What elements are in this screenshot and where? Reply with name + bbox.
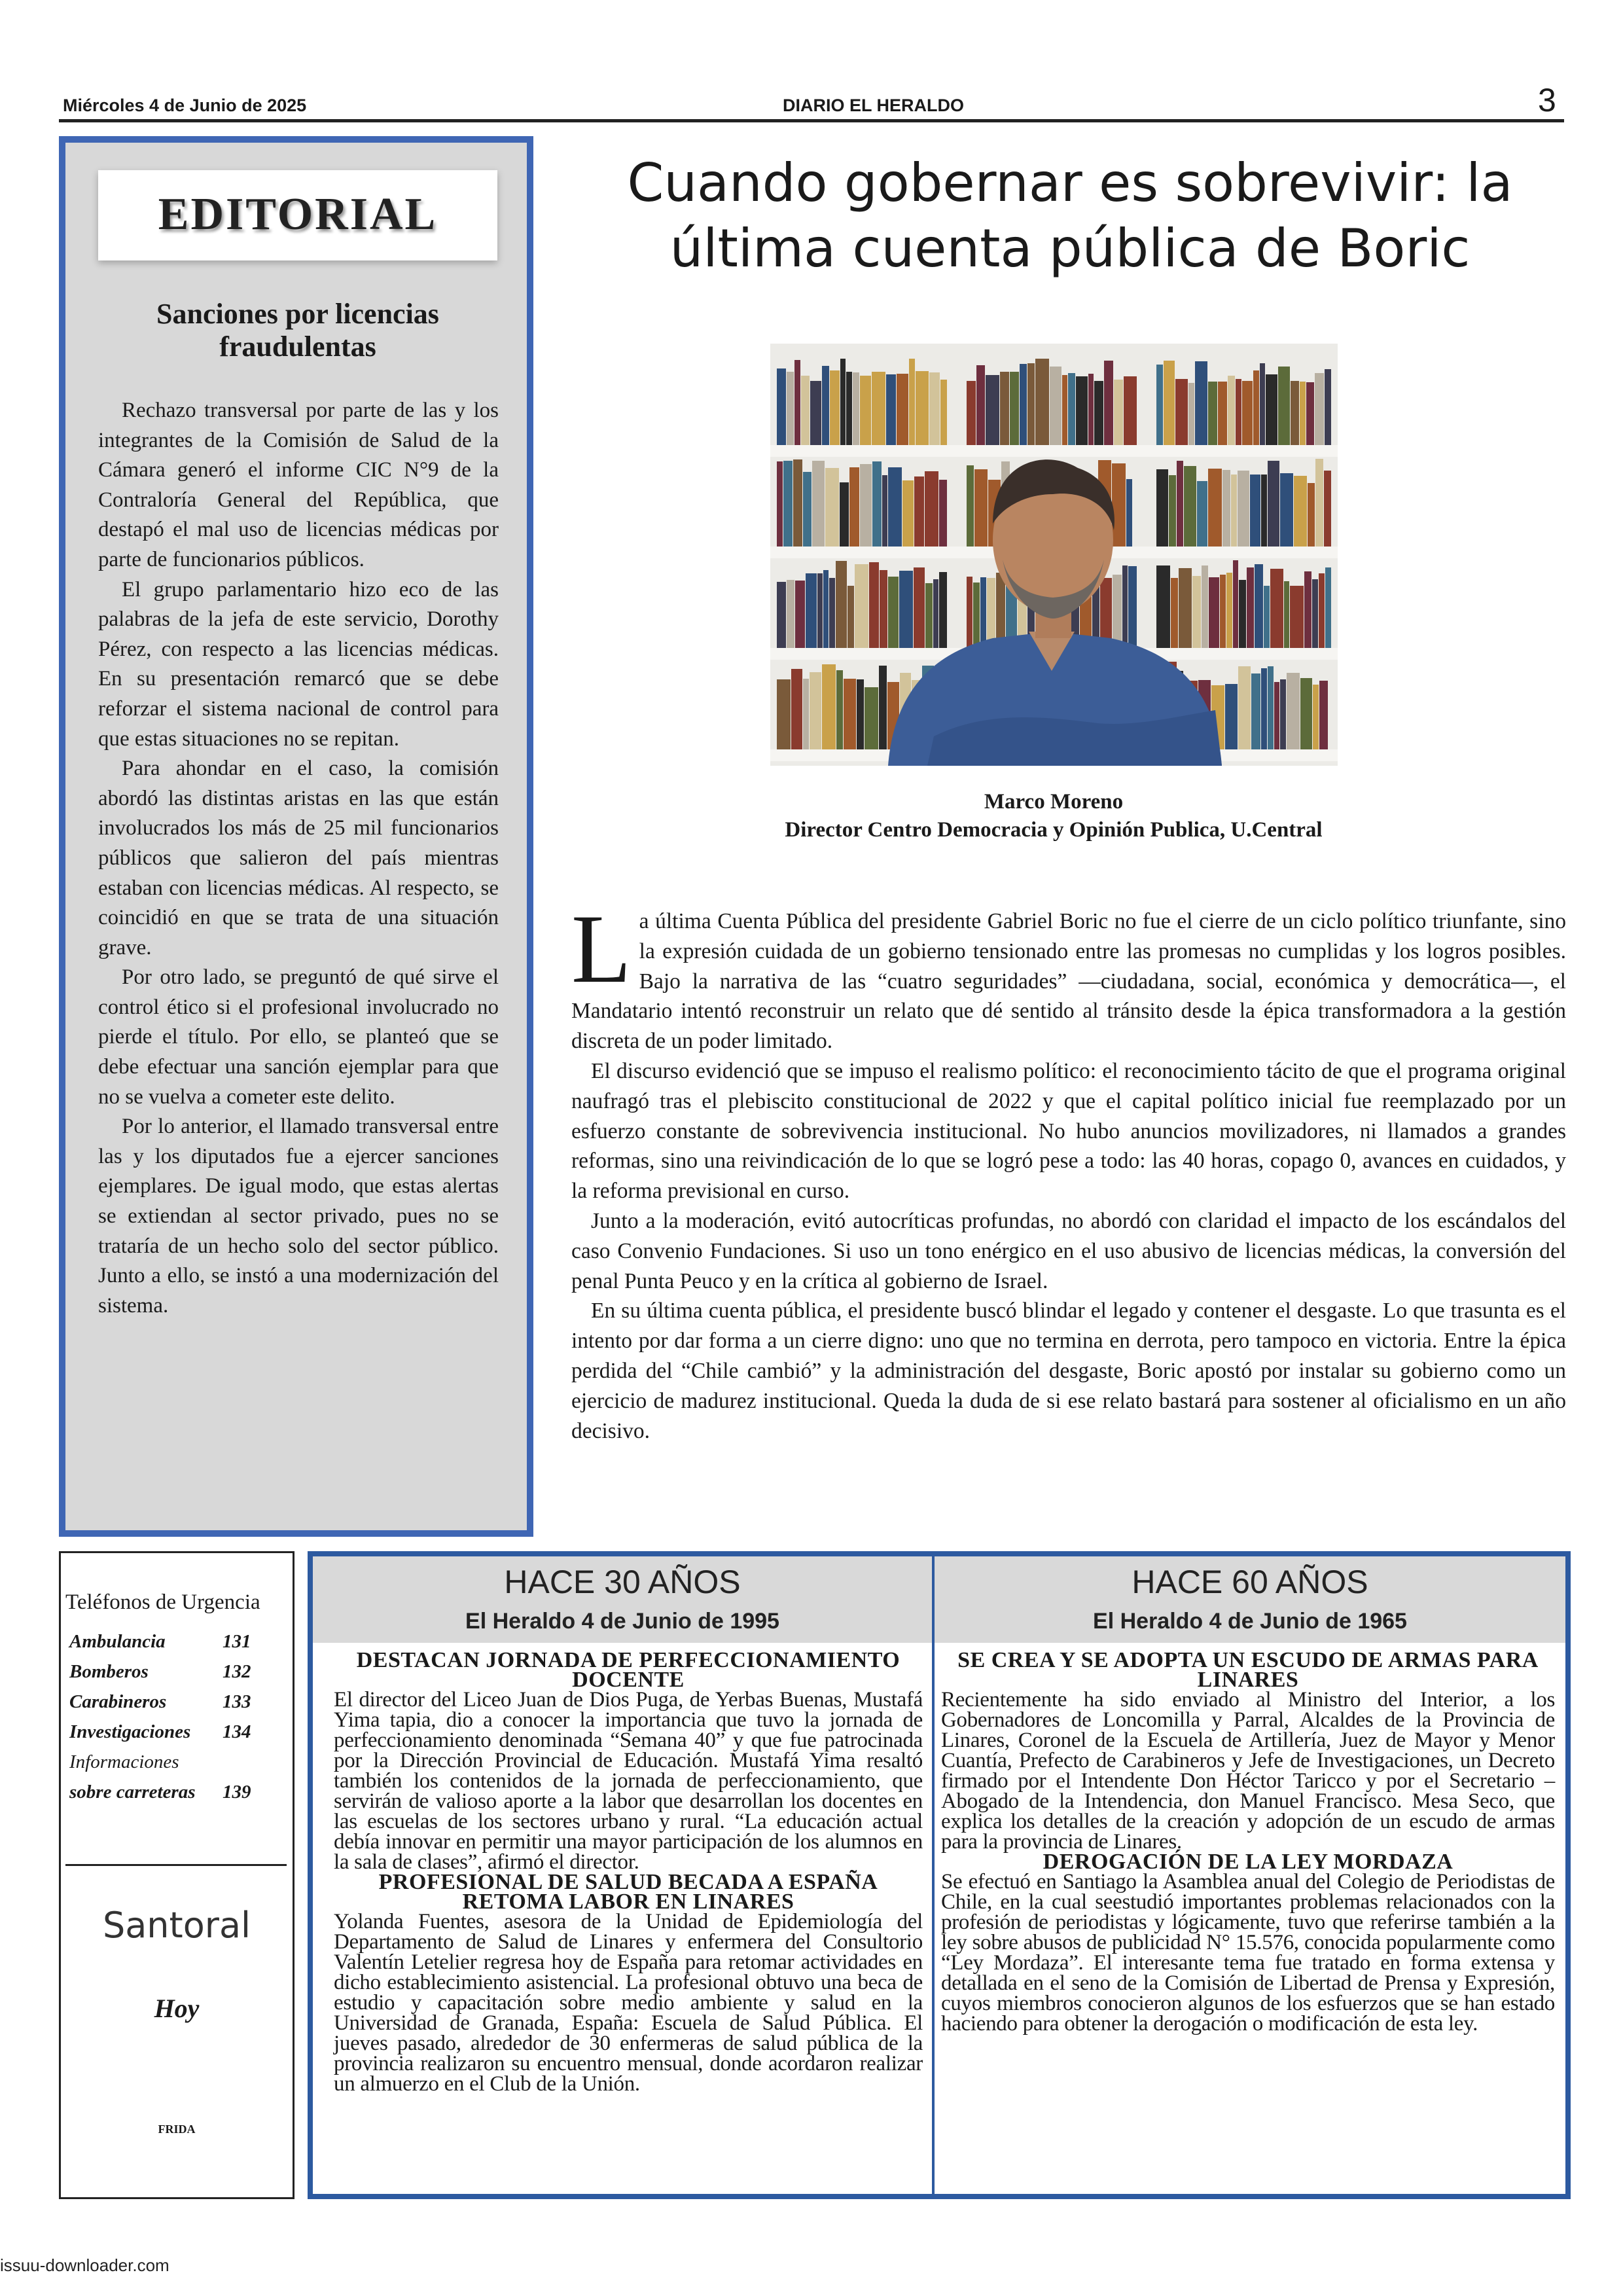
hace30-column	[334, 1648, 923, 2096]
story-body: Yolanda Fuentes, asesora de la Unidad de Epidemiología del Departamento de Salud de Linares y enfermera del Consultorio Valentín Letelier regresa hoy de España para retomar actividades en dicho establecimiento asistencial. La profesional obtuvo una beca de estudio y capacitación sobre medio ambiente y salud en la Universidad de Granada, España: Escuela de Salud Pública. El jueves pasado, alrededor de 30 enfermeras de salud pública de la provincia realizaron su encuentro mensual, donde acordaron realizar un almuerzo en el Club de la Unión.	[334, 1910, 923, 2096]
article-headline: Cuando gobernar es sobrevivir: la última cuenta pública de Boric	[627, 152, 1513, 279]
drop-cap: L	[571, 895, 632, 1003]
emergency-service: Ambulancia	[69, 1631, 166, 1652]
hace30-subtitle: El Heraldo 4 de Junio de 1995	[465, 1609, 779, 1634]
story-title: PROFESIONAL DE SALUD BECADA A ESPAÑA RETOMA LABOR EN LINARES	[378, 1870, 878, 1914]
story-title: SE CREA Y SE ADOPTA UN ESCUDO DE ARMAS PARA LINARES	[957, 1648, 1539, 1692]
history-divider	[932, 1556, 935, 2195]
emergency-number: 131	[223, 1631, 251, 1652]
story-body: Recientemente ha sido enviado al Ministro del Interior, a los Gobernadores de Loncomilla y Parral, Alcaldes de la Provincia de Linares, Coronel de la Escuela de Artillería, Juez de Mayor y Menor Cuantía, Prefecto de Carabineros y Jefe de Investigaciones, un Decreto firmado por el Intendente Don Héctor Taricco y por el Secretario –Abogado de la Intendencia, don Manuel Francisco. Mesa Seco, que explica los detalles de la creación y adopción de un escudo de armas para la provincia de Linares.	[941, 1688, 1555, 1854]
emergency-list	[69, 1631, 266, 1812]
author-role: Director Centro Democracia y Opinión Publica, U.Central	[785, 818, 1323, 842]
emergency-row	[69, 1691, 266, 1721]
emergency-number: 133	[223, 1691, 251, 1712]
santoral-title: Santoral	[102, 1905, 251, 1946]
emergency-number: 132	[223, 1661, 251, 1682]
article-first-paragraph	[571, 895, 1566, 1056]
editorial-paragraph: Por lo anterior, el llamado transversal entre las y los diputados fue a ejercer sanciones ejemplares. De igual modo, que estas alertas se extiendan al sector privado, pues no se trataría de un hecho solo del sector público. Junto a ello, se instó a una modernización del sistema.	[98, 1115, 499, 1318]
editorial-paragraph: El grupo parlamentario hizo eco de las palabras de la jefa de este servicio, Dorothy Pérez, con respecto a las licencias médicas. En su presentación remarcó que se debe reforzar el sistema nacional de control para que estas situaciones no se repitan.	[98, 577, 499, 751]
emergency-row	[69, 1751, 266, 1782]
page-number: 3	[1538, 82, 1556, 118]
emergency-row	[69, 1661, 266, 1691]
emergency-row	[69, 1631, 266, 1661]
issue-date: Miércoles 4 de Junio de 2025	[63, 96, 307, 115]
editorial-title: Sanciones por licencias fraudulentas	[156, 298, 439, 363]
emergency-service: sobre carreteras	[69, 1782, 196, 1803]
emergency-row	[69, 1721, 266, 1751]
emergency-service: Carabineros	[69, 1691, 167, 1712]
article-paragraph: En su última cuenta pública, el presidente buscó blindar el legado y contener el desgaste. Lo que trasunta es el intento por dar forma a un cierre digno: uno que no termina en derrota, pero tampoco en victoria. Entre la épica perdida del “Chile cambió” y la administración del desgaste, Boric apostó por instalar su gobierno como un ejercicio de madurez institucional. Queda la duda de si ese relato bastará para sostener al oficialismo en un año decisivo.	[571, 1299, 1566, 1443]
newspaper-name: DIARIO EL HERALDO	[783, 96, 965, 115]
santoral-name: FRIDA	[158, 2123, 196, 2136]
hace60-subtitle: El Heraldo 4 de Junio de 1965	[1093, 1609, 1407, 1634]
article-paragraph: El discurso evidenció que se impuso el realismo político: el reconocimiento tácito de que el programa original naufragó tras el plebiscito constitucional de 2022 y que el capital político inicial fue reemplazado por un esfuerzo constante de sobrevivencia institucional. No hubo anuncios movilizadores, ni llamados a grandes reformas, sino una reivindicación de lo que se logró pese a todo: las 40 horas, copago 0, avances en cuidados, y la reforma previsional en curso.	[571, 1058, 1566, 1204]
story-title: DEROGACIÓN DE LA LEY MORDAZA	[1043, 1850, 1454, 1874]
article-paragraph: Junto a la moderación, evitó autocríticas profundas, no abordó con claridad el impacto de los escándalos del caso Convenio Fundaciones. Si uso un tono enérgico en el uso abusivo de licencias médicas, la conversión del penal Punta Peuco y en la crítica al gobierno de Israel.	[571, 1208, 1566, 1293]
article-paragraph-text: a última Cuenta Pública del presidente Gabriel Boric no fue el cierre de un ciclo político triunfante, sino la expresión cuidada de un gobierno tensionado entre las promesas no cumplidas y los logros posibles. Bajo la narrativa de las “cuatro seguridades” —ciudadana, social, económica y democrática—, el Mandatario intentó reconstruir un relato que dé sentido al tránsito desde la épica transformadora a la gestión discreta de un poder limitado.	[571, 909, 1566, 1054]
sidebar-divider	[65, 1864, 287, 1866]
story-body: El director del Liceo Juan de Dios Puga, de Yerbas Buenas, Mustafá Yima tapia, dio a conocer la importancia que tuvo la jornada de perfeccionamiento denominada “Semana 40” y que fue patrocinada por la Dirección Provincial de Educación. Mustafá Yima resaltó también los contenidos de la jornada de perfeccionamiento, que servirán de valioso aporte a la labor que desarrollan los docentes en las escuelas de los sectores urbano y rural. “La educación actual debía innovar en permitir una mayor participación de los alumnos en la sala de clases”, afirmó el director.	[334, 1688, 923, 1874]
author-name: Marco Moreno	[984, 790, 1124, 814]
emergency-row	[69, 1782, 266, 1812]
story-title: DESTACAN JORNADA DE PERFECCIONAMIENTO DOCENTE	[356, 1648, 901, 1692]
editorial-body	[98, 396, 499, 1321]
hace30-title: HACE 30 AÑOS	[504, 1564, 741, 1600]
emergency-number: 134	[223, 1721, 251, 1742]
editorial-label-plate	[98, 170, 497, 260]
emergency-service: Informaciones	[69, 1751, 179, 1772]
editorial-label: EDITORIAL	[158, 189, 438, 240]
santoral-day: Hoy	[154, 1994, 200, 2023]
emergency-number: 139	[223, 1782, 251, 1803]
emergency-service: Investigaciones	[69, 1721, 191, 1742]
watermark: issuu-downloader.com	[0, 2255, 169, 2275]
editorial-paragraph: Para ahondar en el caso, la comisión abordó las distintas aristas en las que están involucrados los más de 25 mil funcionarios públicos que salieron del país mientras estaban con licencias médicas. Al respecto, se coincidió en que se trata de una situación grave.	[98, 757, 499, 960]
hace60-title: HACE 60 AÑOS	[1132, 1564, 1368, 1600]
editorial-paragraph: Rechazo transversal por parte de las y los integrantes de la Comisión de Salud de la Cámara generó el informe CIC N°9 de la Contraloría General del República, que destapó el mal uso de licencias médicas por parte de funcionarios públicos.	[98, 399, 499, 571]
author-photo	[770, 344, 1338, 766]
header-rule	[59, 119, 1564, 122]
article-body	[571, 895, 1566, 1446]
emergency-title: Teléfonos de Urgencia	[65, 1590, 260, 1614]
story-body: Se efectuó en Santiago la Asamblea anual del Colegio de Periodistas de Chile, en la cual seestudió importantes problemas relacionados con la profesión de periodistas y lógicamente, tuvo que referirse también a la ley sobre abusos de publicidad N° 15.576, conocida popularmente como “Ley Mordaza”. El interesante tema fue tratado en forma extensa y detallada en el seno de la Comisión de Libertad de Prensa y Expresión, cuyos miembros conocieron algunos de los esfuerzos que se han estado haciendo para obtener la derogación o modificación de esta ley.	[941, 1870, 1555, 2036]
emergency-service: Bomberos	[69, 1661, 149, 1682]
editorial-paragraph: Por otro lado, se preguntó de qué sirve el control ético si el profesional involucrado no pierde el título. Por ello, se planteó que se debe efectuar una sanción ejemplar para que no se vuelva a cometer este delito.	[98, 965, 499, 1109]
hace60-column	[941, 1648, 1555, 2036]
